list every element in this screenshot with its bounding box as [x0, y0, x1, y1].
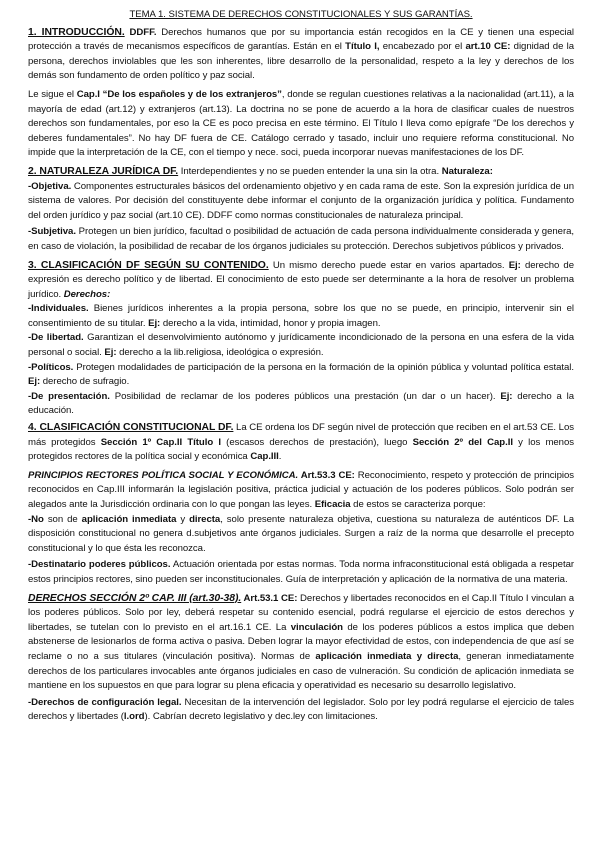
document-title: TEMA 1. SISTEMA DE DERECHOS CONSTITUCIONALES Y SUS GARANTÍAS. — [129, 9, 473, 20]
bold-term: Ej: — [104, 347, 117, 359]
item-label-individuales: -Individuales. — [28, 303, 89, 315]
text-run: Actuación orientada por estas normas. Toda norma infraconstitucional está obligada a respetar estos principios rectores, sino pueden ser inconstitucionales. Guía de interpretación y aplicación de la normativa de una materia. — [28, 559, 574, 585]
configuracion-legal-paragraph — [28, 696, 574, 725]
derechos-seccion-paragraph — [28, 592, 574, 694]
section-heading-principios-rectores: PRINCIPIOS RECTORES POLÍTICA SOCIAL Y ECONÓMICA. — [28, 469, 299, 481]
clasificacion-constitucional-paragraph — [28, 421, 574, 465]
text-run: y los menos protegidos rectores de la política social y económica — [28, 436, 574, 463]
text-run: Posibilidad de reclamar de los poderes públicos una prestación (un dar o un hacer). — [109, 390, 501, 402]
text-run: Le sigue el — [28, 88, 77, 100]
text-run: dignidad de la persona, derechos inviolables que les son inherentes, libre desarrollo de la personalidad, respeto a la ley y derechos de los demás son fundamento de orden político y paz social. — [28, 41, 575, 82]
text-run: Interdependientes y no se pueden entender la una sin la otra. — [178, 165, 442, 177]
bold-term: Sección 1º Cap.II Título I — [100, 436, 221, 448]
bold-term: Art.53.3 CE: — [298, 469, 355, 481]
item-label-politicos: -Políticos. — [28, 361, 74, 373]
bold-term: Cap.III — [250, 451, 279, 463]
bold-term: directa — [189, 513, 221, 525]
section-heading-naturaleza: 2. NATURALEZA JURÍDICA DF. — [28, 165, 179, 177]
text-run: derecho a la lib.religiosa, ideológica o expresión. — [116, 347, 324, 359]
bold-term: DDFF. — [129, 26, 157, 38]
bold-term: art.10 CE: — [465, 41, 511, 53]
bold-term: l.ord — [123, 711, 145, 723]
text-run: ). Cabrían decreto legislativo y dec.ley con limitaciones. — [144, 711, 378, 723]
text-run: . — [278, 451, 282, 463]
text-run: de estos se caracteriza porque: — [350, 499, 486, 510]
text-run: de los poderes públicos a estos implica que deben abstenerse de lesionarlos de forma activa o pasiva. Deben lograr la mayor efectividad de estos, con independencia de que así se reclame o no a sus titulares (vinculación positiva). Normas de — [28, 621, 574, 662]
text-run: , solo presente naturaleza objetiva, cuestiona su naturaleza de auténticos DF. La disposición constitucional no genera d.subjetivos ante órganos judiciales. Surgen a raíz de la norma que desarrolle el precepto constitucional y lo que ésta les reconozca. — [28, 513, 574, 554]
item-label-libertad: -De libertad. — [28, 332, 84, 344]
text-run: Garantizan el desenvolvimiento autónomo y jurídicamente incondicionado de la persona en una esfera de la vida personal o social. — [28, 332, 575, 359]
text-run: Protegen modalidades de participación de la persona en la formación de la opinión pública y voluntad política estatal. — [73, 361, 574, 373]
bold-term: Título I, — [345, 41, 380, 53]
item-label-no: -No — [28, 513, 44, 525]
section-heading-clasificacion-contenido: 3. CLASIFICACIÓN DF SEGÚN SU CONTENIDO. — [28, 259, 269, 271]
text-run: Derechos humanos que por su importancia están recogidos en la CE y tienen una especial protección a través de mecanismos específicos de garantías. Están en el — [28, 26, 574, 53]
text-run: Reconocimiento, respeto y protección de principios reconocidos en Cap.III informarán la legislación positiva, práctica judicial y actuación de los poderes públicos. Solo podrán ser alegados ante la Jurisdicción ordinaria con lo que pongan las leyes. — [28, 469, 574, 510]
bold-term: vinculación — [290, 621, 343, 633]
text-run: y — [176, 513, 190, 525]
text-run: Necesitan de la intervención del legislador. Solo por ley podrá regularse el ejercicio de tales derechos y libertades ( — [28, 696, 574, 723]
item-label-subjetiva: -Subjetiva. — [28, 226, 76, 238]
bold-term: Ej: — [28, 376, 41, 388]
intro-paragraph-2 — [28, 88, 574, 161]
text-run: derecho de expresión es derecho político y de libertad. El conocimiento de esto puede ser determinante a la hora de resolver un problema jurídico. — [28, 259, 574, 300]
text-run: La CE ordena los DF según nivel de protección que reciben en el art.53 CE. Los más protegidos — [28, 422, 575, 448]
bold-term: Ej: — [508, 259, 521, 271]
bold-term: Eficacia — [314, 499, 351, 510]
principios-rectores-paragraph — [28, 469, 574, 557]
subjetiva-paragraph — [28, 225, 574, 254]
bold-term: Art.53.1 CE: — [241, 592, 298, 604]
bold-italic-term: Derechos: — [63, 288, 111, 300]
text-run: derecho a la vida, intimidad, honor y propia imagen. — [160, 317, 381, 329]
bold-term: Naturaleza: — [441, 165, 493, 177]
text-run: derecho a la educación. — [28, 390, 574, 417]
text-run: Componentes estructurales básicos del ordenamiento objetivo y en cada rama de este. Son la expresión jurídica de un sistema de valores. Por decisión del constituyente debe informar el conjunto de la organización jurídica y política. Fundamento del orden jurídico y paz social (art.10 CE). DDFF como normas constitucionales de naturaleza principal. — [28, 180, 574, 221]
text-run: Bienes jurídicos inherentes a la propia persona, sobre los que no se puede, en principio, intervenir sin el consentimiento de su titular. — [28, 303, 574, 329]
text-run: encabezado por el — [379, 41, 466, 53]
text-run: , generan inmediatamente derechos de los particulares invocables ante órganos judiciales en caso de vulneración. Su condición de aplicación inmediata se mantiene en los supuestos en que para lograr su plena eficacia y operatividad es necesario su desarrollo legislativo. — [28, 650, 574, 692]
item-label-objetiva: -Objetiva. — [28, 180, 72, 192]
section-heading-derechos-seccion: DERECHOS SECCIÓN 2º CAP. III (art.30-38). — [28, 592, 242, 604]
text-run: derecho de sufragio. — [40, 376, 130, 388]
bold-term: Sección 2º del Cap.II — [412, 436, 513, 448]
naturaleza-paragraph — [28, 165, 574, 223]
bold-term: aplicación inmediata y directa — [315, 650, 459, 662]
item-label-presentacion: -De presentación. — [28, 390, 110, 402]
text-run: son de — [43, 513, 82, 525]
bold-term: Ej: — [500, 390, 513, 402]
document-page — [28, 8, 574, 729]
clasificacion-contenido-paragraph — [28, 259, 574, 420]
item-label-configuracion-legal: -Derechos de configuración legal. — [28, 696, 182, 708]
text-run: (escasos derechos de prestación), luego — [220, 436, 413, 448]
bold-term: aplicación inmediata — [81, 513, 177, 525]
destinatario-paragraph — [28, 558, 574, 587]
text-run: Derechos y libertades reconocidos en el Cap.II Título I vinculan a los poderes públicos. Solo por ley, deberá respetar su contenido esencial, podrá regularse el ejercicio de estos derechos y libertades, se tutelan con lo previsto en el art.16.1 CE. La — [28, 592, 574, 633]
text-run: Un mismo derecho puede estar en varios apartados. — [268, 259, 509, 271]
bold-term: Ej: — [148, 317, 161, 329]
text-run: , donde se regulan cuestiones relativas a la nacionalidad (art.11), a la mayoría de edad (art.12) y extranjeros (art.13). La doctrina no se pone de acuerdo a la hora de clasificar cuales de nuestros derechos son fundamentales, por eso la CE es poco precisa en este término. El Título I lleva como epígrafe “De los derechos y deberes fundamentales”. No hay DF fuera de CE. Catálogo cerrado y tasado, incluir uno requiere reforma constitucional. No impide que la interpretación de la CE, con el tiempo y nece. soci, pueda incorporar nuevas manifestaciones de los DF. — [28, 88, 574, 159]
section-heading-clasificacion-constitucional: 4. CLASIFICACIÓN CONSTITUCIONAL DF. — [28, 422, 234, 434]
intro-paragraph-1 — [28, 26, 574, 84]
bold-term: Cap.I “De los españoles y de los extranjeros” — [76, 88, 282, 100]
text-run: Protegen un bien jurídico, facultad o posibilidad de actuación de cada persona individualmente considerada y genera, en caso de violación, la posibilidad de recabar de los órganos judiciales su protección. Derechos subjetivos públicos y privados. — [28, 226, 574, 252]
item-label-destinatario: -Destinatario poderes públicos. — [28, 559, 171, 571]
section-heading-introduccion: 1. INTRODUCCIÓN. — [28, 26, 125, 38]
